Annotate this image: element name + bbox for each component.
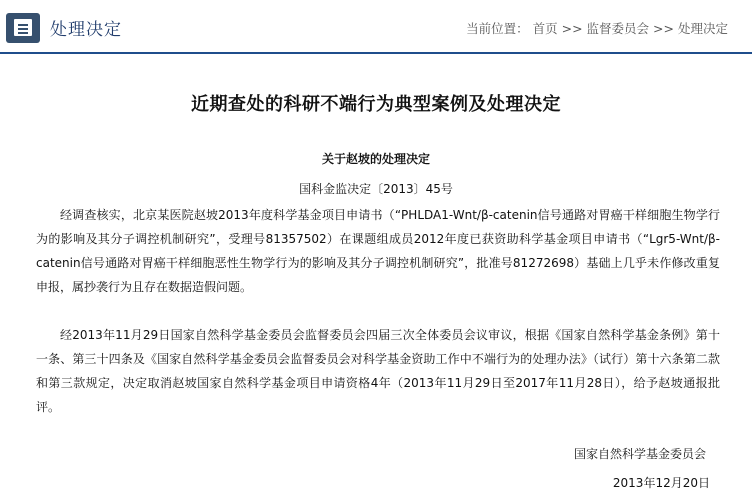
breadcrumb [466, 19, 728, 37]
article-paragraph: 经2013年11月29日国家自然科学基金委员会监督委员会四届三次全体委员会议审议，根据《国家自然科学基金条例》第十一条、第三十四条及《国家自然科学基金委员会监督委员会对科学基金资助工作中不端行为的处理办法》（试行）第十六条第二款和第三款规定，决定取消赵坡国家自然科学基金项目申请资格4年（2013年11月29日至2017年11月28日），给予赵坡通报批评。 [36, 328, 720, 414]
document-icon-line [18, 32, 28, 34]
document-icon-line [18, 28, 28, 30]
breadcrumb-home-link[interactable]: 首页 [532, 21, 558, 36]
breadcrumb-separator: >> [653, 21, 674, 36]
article-subtitle: 关于赵坡的处理决定 [321, 152, 430, 166]
breadcrumb-prefix: 当前位置： [466, 21, 529, 36]
article-title: 近期查处的科研不端行为典型案例及处理决定 [191, 94, 561, 115]
publish-date: 2013年12月20日 [612, 476, 710, 490]
breadcrumb-supervision-link[interactable]: 监督委员会 [586, 21, 650, 36]
document-icon [6, 13, 40, 43]
breadcrumb-separator: >> [561, 21, 583, 36]
signature: 国家自然科学基金委员会 [573, 447, 706, 461]
article-paragraph: 经调查核实，北京某医院赵坡2013年度科学基金项目申请书（“PHLDA1-Wnt/β-catenin信号通路对胃癌干样细胞生物学行为的影响及其分子调控机制研究”，受理号81357502）在课题组成员2012年度已获资助科学基金项目申请书（“Lgr5-Wnt/β-catenin信号通路对胃癌干样细胞恶性生物学行为的影响及其分子调控机制研究”，批准号81272698）基础上几乎未作修改重复申报，属抄袭行为且存在数据造假问题。 [36, 208, 720, 294]
breadcrumb-decision-link[interactable]: 处理决定 [677, 21, 728, 36]
section-title: 处理决定 [50, 20, 122, 40]
document-icon-line [18, 24, 28, 26]
page-header [0, 0, 752, 54]
document-number: 国科金监决定〔2013〕45号 [299, 182, 453, 196]
